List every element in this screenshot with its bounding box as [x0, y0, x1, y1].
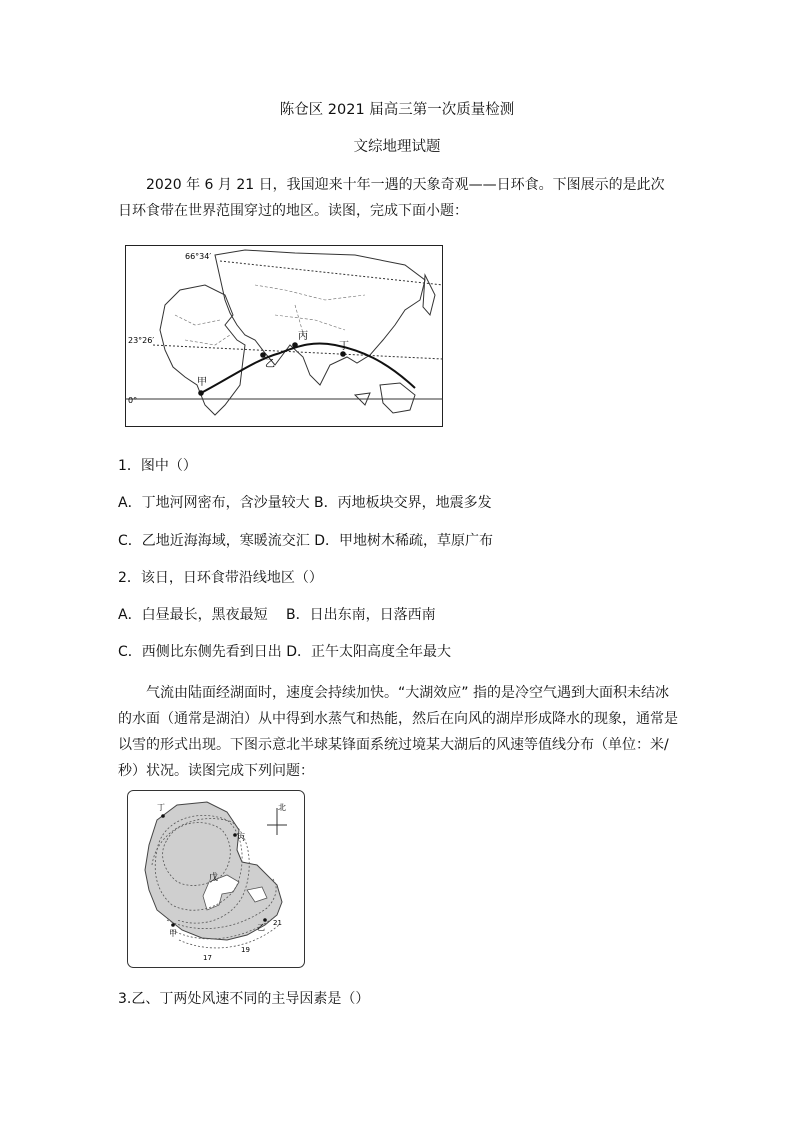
intro-paragraph-2: 气流由陆面经湖面时，速度会持续加快。“大湖效应” 指的是冷空气遇到大面积未结冰的水面（通常是湖泊）从中得到水蒸气和热能，然后在向风的湖岸形成降水的现象，通常是以雪的形式出现。下图示意北半球某锋面系统过境某大湖后的风速等值线分布（单位：米/秒）状况。读图完成下列问题：	[118, 685, 678, 779]
question-3-stem: 3.乙、丁两处风速不同的主导因素是（）	[118, 991, 370, 1007]
contour-label-21: 21	[273, 919, 282, 927]
question-1-options-ab: A．丁地河网密布，含沙量较大 B．丙地板块交界，地震多发	[118, 495, 492, 511]
question-2-options-ab: A．白昼最长，黑夜最短 B．日出东南，日落西南	[118, 607, 436, 623]
point-jia-lake	[171, 923, 175, 927]
label-bing-lake: 丙	[237, 833, 245, 842]
question-1-stem: 1．图中（）	[118, 458, 197, 474]
point-ding	[340, 351, 346, 357]
north-arrow-label: 北	[278, 803, 286, 812]
page-subtitle: 文综地理试题	[353, 139, 441, 155]
contour-label-17: 17	[203, 954, 212, 962]
point-jia	[198, 390, 204, 396]
label-yi: 乙	[265, 359, 275, 370]
lat-label-arctic: 66°34′	[185, 252, 212, 261]
point-yi-lake	[263, 918, 267, 922]
point-ding-lake	[161, 814, 165, 818]
label-ding: 丁	[339, 341, 349, 352]
lake-wind-map	[127, 790, 305, 968]
label-jia-lake: 甲	[169, 929, 177, 938]
contour-label-19: 19	[241, 946, 250, 954]
question-2-options-cd: C．西侧比东侧先看到日出 D．正午太阳高度全年最大	[118, 644, 452, 660]
label-ding-lake: 丁	[157, 803, 165, 812]
intro-paragraph-1: 2020 年 6 月 21 日，我国迎来十年一遇的天象奇观——日环食。下图展示的是此次日环食带在世界范围穿过的地区。读图，完成下面小题：	[118, 177, 665, 219]
point-yi	[260, 352, 266, 358]
page-title: 陈仓区 2021 届高三第一次质量检测	[279, 102, 515, 118]
label-yi-lake: 乙	[257, 923, 265, 932]
label-jia: 甲	[197, 377, 207, 388]
question-1-options-cd: C．乙地近海海域，寒暖流交汇 D．甲地树木稀疏，草原广布	[118, 533, 494, 549]
point-bing	[292, 342, 298, 348]
lat-label-equator: 0°	[128, 396, 138, 405]
lat-label-tropic: 23°26′	[128, 336, 155, 345]
question-2-stem: 2．该日，日环食带沿线地区（）	[118, 570, 323, 586]
label-wu-lake: 戊	[209, 873, 219, 883]
label-bing: 丙	[298, 331, 308, 342]
eclipse-map	[125, 245, 443, 427]
